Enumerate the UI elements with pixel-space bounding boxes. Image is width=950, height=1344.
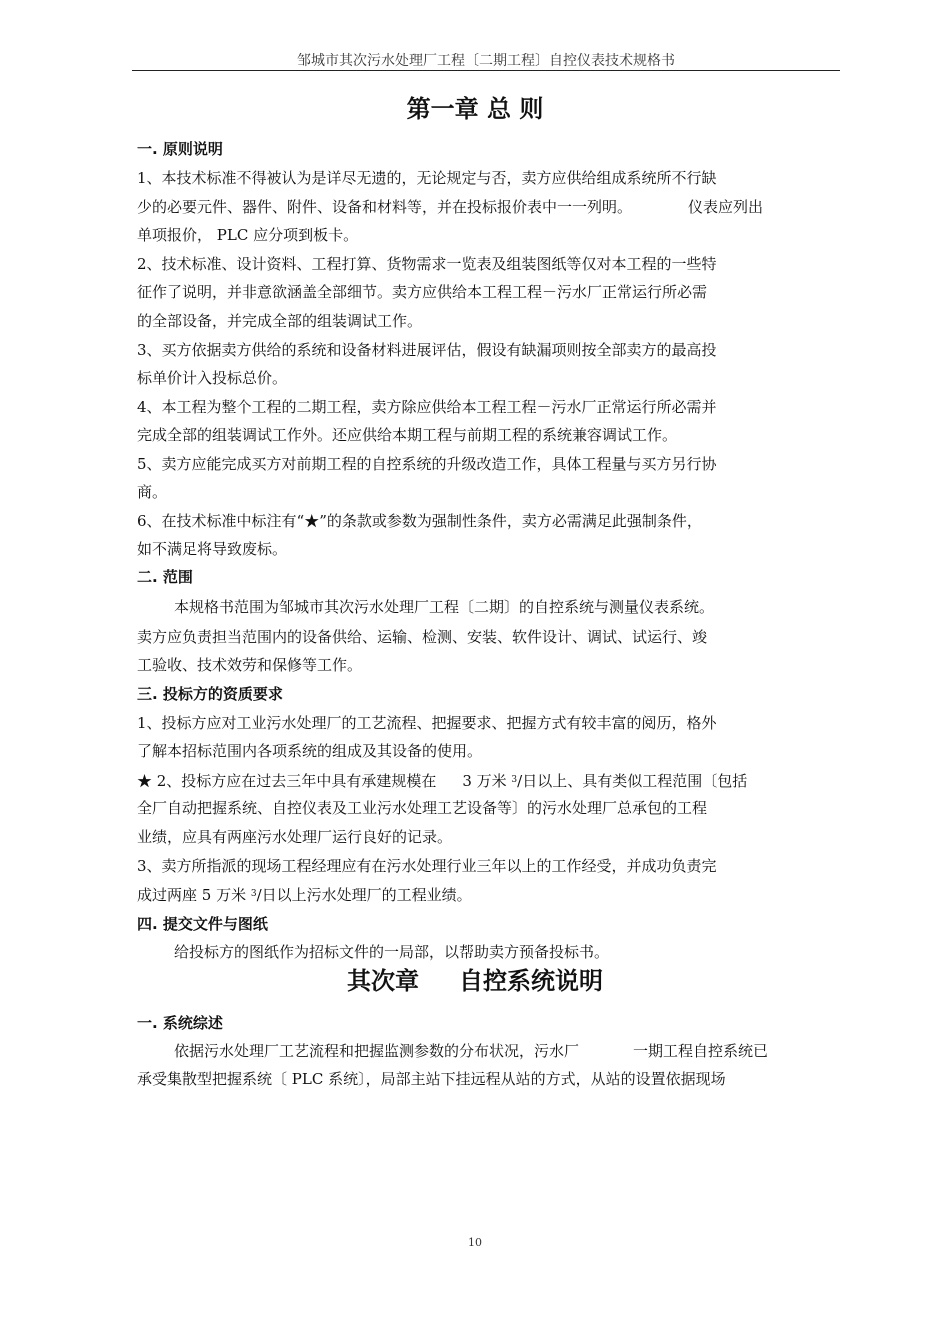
header-rule — [132, 70, 840, 71]
text-line: 工验收、技术效劳和保修等工作。 — [137, 656, 363, 674]
text-line: 本规格书范围为邹城市其次污水处理厂工程〔二期〕的自控系统与测量仪表系统。 — [174, 598, 715, 616]
text-line: 给投标方的图纸作为招标文件的一局部，以帮助卖方预备投标书。 — [174, 943, 610, 961]
text-line: 完成全部的组装调试工作外。还应供给本期工程与前期工程的系统兼容调试工作。 — [137, 426, 678, 444]
text-line: 的全部设备，并完成全部的组装调试工作。 — [137, 312, 423, 330]
chapter-1-title: 第一章 总 则 — [406, 95, 544, 123]
text-line: 了解本招标范围内各项系统的组成及其设备的使用。 — [137, 742, 483, 760]
running-header: 邹城市其次污水处理厂工程〔二期工程〕自控仪表技术规格书 — [297, 53, 675, 69]
ch2-section-1-heading: 一. 系统综述 — [137, 1014, 223, 1032]
text-span: 依据污水处理厂工艺流程和把握监测参数的分布状况，污水厂 — [174, 1042, 580, 1060]
text-line: 卖方应负责担当范围内的设备供给、运输、检测、安装、软件设计、调试、试运行、竣 — [137, 628, 708, 646]
text-line: 业绩，应具有两座污水处理厂运行良好的记录。 — [137, 828, 453, 846]
text-line — [137, 770, 747, 791]
text-line: 2、技术标准、设计资料、工程打算、货物需求一览表及组装图纸等仅对本工程的一些特 — [137, 255, 717, 273]
text-span: 3 万米 — [462, 772, 507, 790]
chapter-2-label: 其次章 — [347, 967, 419, 995]
text-line: 1、本技术标准不得被认为是详尽无遗的，无论规定与否，卖方应供给组成系统所不行缺 — [137, 169, 717, 187]
section-3-heading: 三. 投标方的资质要求 — [137, 685, 283, 703]
text-line — [137, 884, 472, 905]
text-line: 6、在技术标准中标注有“★”的条款或参数为强制性条件，卖方必需满足此强制条件， — [137, 512, 702, 530]
section-2-heading: 二. 范围 — [137, 568, 193, 586]
page-number: 10 — [468, 1236, 482, 1249]
text-line: 4、本工程为整个工程的二期工程，卖方除应供给本工程工程－污水厂正常运行所必需并 — [137, 398, 717, 416]
text-span: 少的必要元件、器件、附件、设备和材料等，并在投标报价表中一一列明。 — [137, 198, 633, 216]
text-line — [174, 1041, 768, 1061]
text-line: 如不满足将导致废标。 — [137, 540, 288, 558]
text-line: 单项报价， PLC 应分项到板卡。 — [137, 226, 359, 244]
text-span: 一期工程自控系统已 — [633, 1042, 769, 1060]
section-4-heading: 四. 提交文件与图纸 — [137, 915, 268, 933]
text-span: 仪表应列出 — [688, 198, 764, 216]
text-line: 承受集散型把握系统〔 PLC 系统〕，局部主站下挂远程从站的方式，从站的设置依据现场 — [137, 1070, 726, 1088]
chapter-2-name: 自控系统说明 — [459, 967, 603, 995]
text-line: 标单价计入投标总价。 — [137, 369, 288, 387]
text-line: 1、投标方应对工业污水处理厂的工艺流程、把握要求、把握方式有较丰富的阅历，格外 — [137, 714, 717, 732]
text-span: 成过两座 5 万米 — [137, 886, 251, 904]
chapter-2-title — [0, 966, 950, 996]
text-span: /日以上、具有类似工程范围〔包括 — [517, 772, 748, 790]
superscript: 3 — [250, 889, 257, 899]
text-line: 3、卖方所指派的现场工程经理应有在污水处理行业三年以上的工作经受，并成功负责完 — [137, 857, 717, 875]
section-1-heading: 一. 原则说明 — [137, 140, 223, 158]
text-line: 3、买方依据卖方供给的系统和设备材料进展评估，假设有缺漏项则按全部卖方的最高投 — [137, 341, 717, 359]
text-line — [137, 197, 763, 217]
text-span: /日以上污水处理厂的工程业绩。 — [256, 886, 472, 904]
text-line: 5、卖方应能完成买方对前期工程的自控系统的升级改造工作，具体工程量与买方另行协 — [137, 455, 717, 473]
superscript: 3 — [511, 775, 518, 785]
text-span: ★ 2、投标方应在过去三年中具有承建规模在 — [137, 772, 437, 790]
text-line: 全厂自动把握系统、自控仪表及工业污水处理工艺设备等〕的污水处理厂总承包的工程 — [137, 799, 708, 817]
text-line: 征作了说明，并非意欲涵盖全部细节。卖方应供给本工程工程－污水厂正常运行所必需 — [137, 283, 708, 301]
text-line: 商。 — [137, 483, 168, 501]
